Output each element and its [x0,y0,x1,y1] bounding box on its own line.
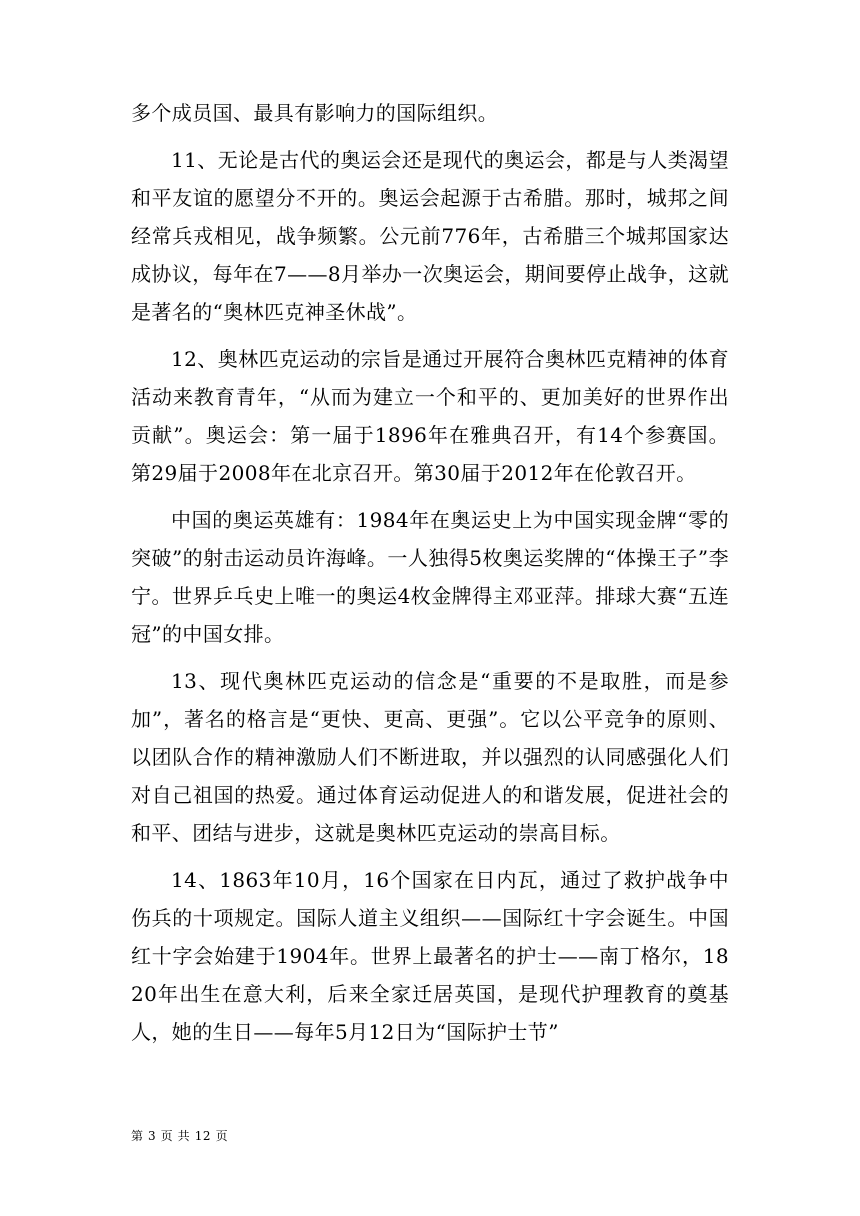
paragraph-olympic-heroes: 中国的奥运英雄有：1984年在奥运史上为中国实现金牌“零的突破”的射击运动员许海峰。一人独得5枚奥运奖牌的“体操王子”李宁。世界乒乓史上唯一的奥运4枚金牌得主邓亚萍。排球大赛“五连冠”的中国女排。 [131,508,729,646]
page-number-footer: 第 3 页 共 12 页 [131,1129,229,1143]
paragraph-item-13: 13、现代奥林匹克运动的信念是“重要的不是取胜，而是参加”，著名的格言是“更快、更高、更强”。它以公平竞争的原则、以团队合作的精神激励人们不断进取，并以强烈的认同感强化人们对自己祖国的热爱。通过体育运动促进人的和谐发展，促进社会的和平、团结与进步，这就是奥林匹克运动的崇高目标。 [131,669,729,845]
document-body [131,94,729,1051]
paragraph-item-11: 11、无论是古代的奥运会还是现代的奥运会，都是与人类渴望和平友谊的愿望分不开的。奥运会起源于古希腊。那时，城邦之间经常兵戎相见，战争频繁。公元前776年，古希腊三个城邦国家达成协议，每年在7——8月举办一次奥运会，期间要停止战争，这就是著名的“奥林匹克神圣休战”。 [131,148,729,324]
paragraph-continuation: 多个成员国、最具有影响力的国际组织。 [131,101,499,125]
paragraph-item-14: 14、1863年10月，16个国家在日内瓦，通过了救护战争中伤兵的十项规定。国际人道主义组织——国际红十字会诞生。中国红十字会始建于1904年。世界上最著名的护士——南丁格尔，1820年出生在意大利，后来全家迁居英国，是现代护理教育的奠基人，她的生日——每年5月12日为“国际护士节” [131,868,729,1044]
paragraph-item-12: 12、奥林匹克运动的宗旨是通过开展符合奥林匹克精神的体育活动来教育青年，“从而为建立一个和平的、更加美好的世界作出贡献”。奥运会：第一届于1896年在雅典召开，有14个参赛国。第29届于2008年在北京召开。第30届于2012年在伦敦召开。 [131,347,729,485]
